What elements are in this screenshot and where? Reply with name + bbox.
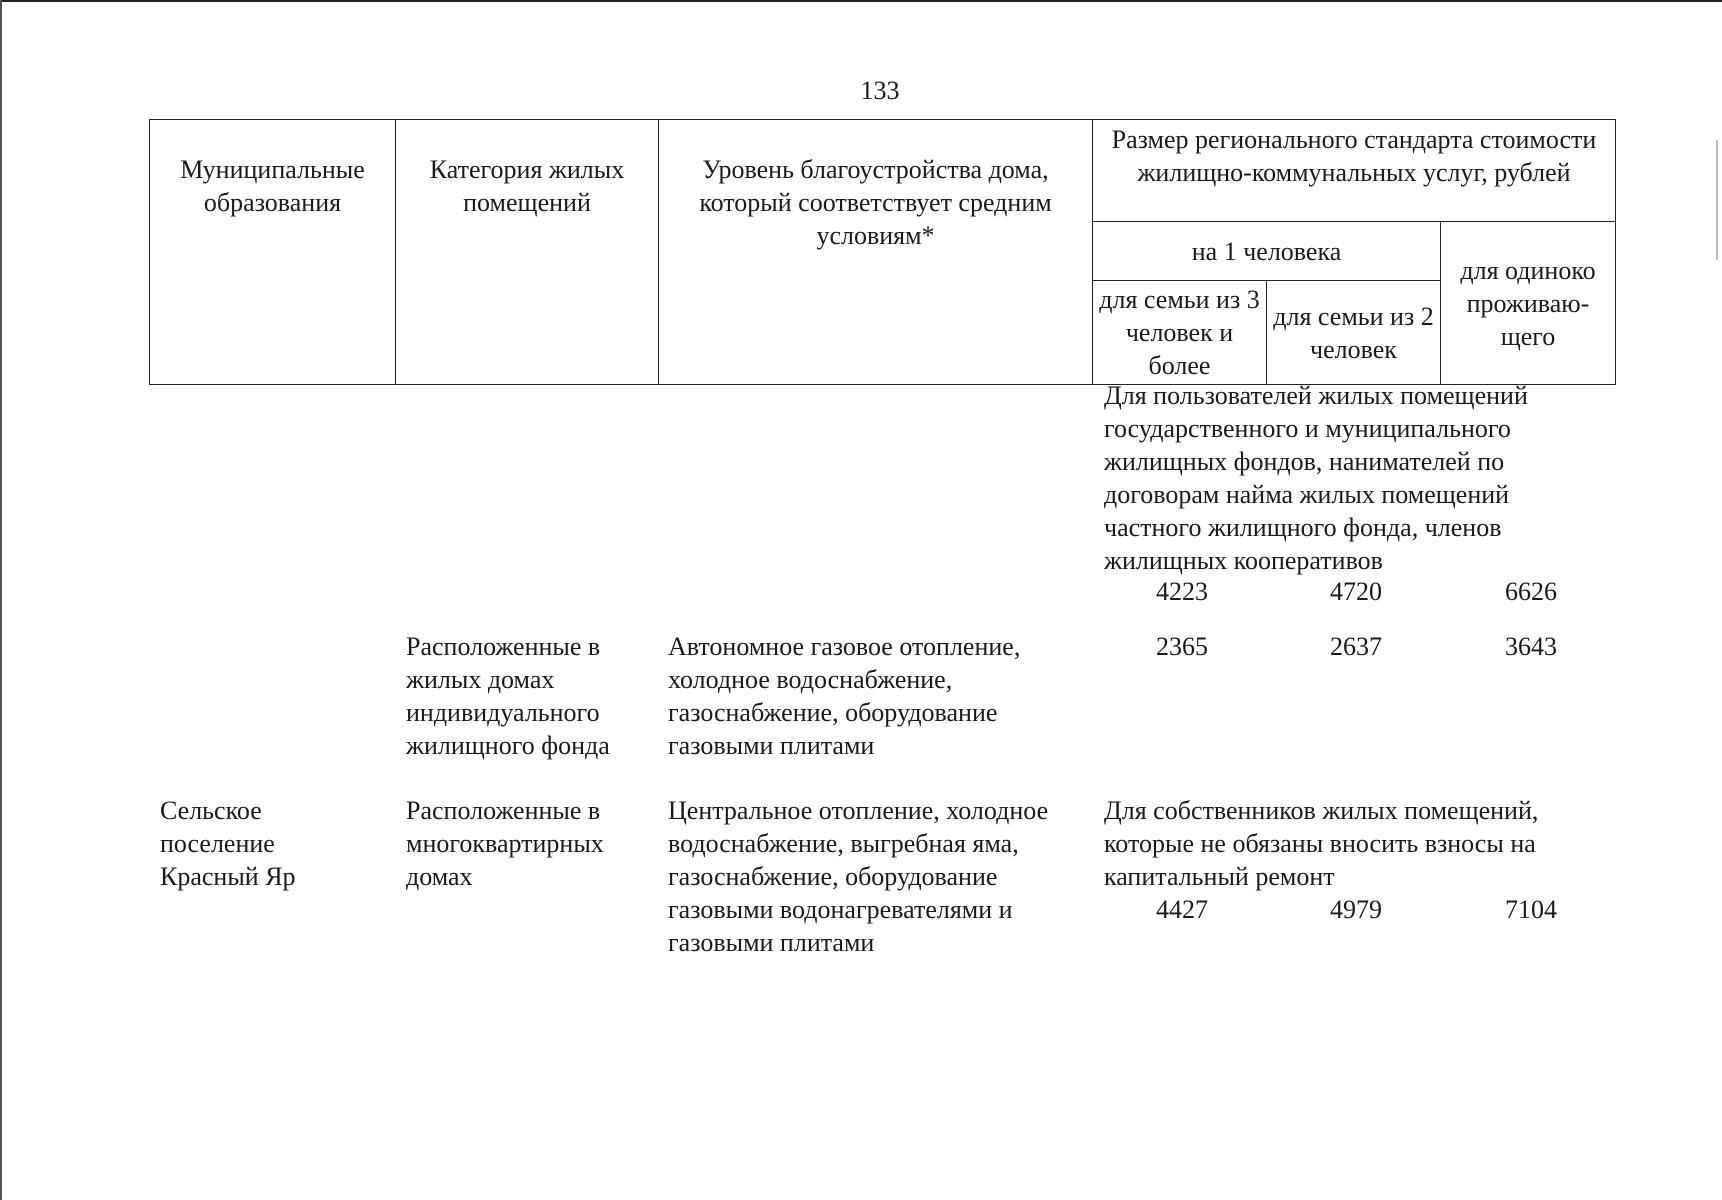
users-value-single: 6626 xyxy=(1505,577,1557,606)
header-single: для одиноко проживаю-щего xyxy=(1441,222,1616,385)
krasny-yar-category: Расположенные в многоквартирных домах xyxy=(406,796,604,891)
users-value-family-2: 4720 xyxy=(1330,577,1382,606)
header-family-2: для семьи из 2 человек xyxy=(1267,281,1441,385)
header-category: Категория жилых помещений xyxy=(396,120,659,385)
individual-value-family-3plus: 2365 xyxy=(1156,632,1208,661)
krasny-yar-value-family-2: 4979 xyxy=(1330,895,1382,924)
header-municipality: Муниципальные образования xyxy=(150,120,396,385)
scan-right-mark xyxy=(1716,140,1718,260)
owners-section-label: Для собственников жилых помещений, которые не обязаны вносить взносы на капитальный ремонт xyxy=(1104,796,1539,891)
krasny-yar-comfort: Центральное отопление, холодное водоснабжение, выгребная яма, газоснабжение, оборудование газовыми водонагревателями и газовыми плитами xyxy=(668,796,1049,957)
table-header xyxy=(149,119,1616,385)
scan-top-edge xyxy=(0,0,1722,2)
header-standard-size: Размер регионального стандарта стоимости жилищно-коммунальных услуг, рублей xyxy=(1093,120,1616,222)
header-comfort-level: Уровень благоустройства дома, который соответствует средним условиям* xyxy=(659,120,1093,385)
page-number: 133 xyxy=(860,76,900,105)
scan-left-edge xyxy=(0,0,2,1200)
users-section-label: Для пользователей жилых помещений государственного и муниципального жилищных фондов, нанимателей по договорам найма жилых помещений частного жилищного фонда, членов жилищных кооперативов xyxy=(1104,381,1528,575)
header-per-person: на 1 человека xyxy=(1093,222,1441,281)
krasny-yar-value-family-3plus: 4427 xyxy=(1156,895,1208,924)
header-family-3plus: для семьи из 3 человек и более xyxy=(1093,281,1267,385)
individual-value-single: 3643 xyxy=(1505,632,1557,661)
krasny-yar-value-single: 7104 xyxy=(1505,895,1557,924)
individual-value-family-2: 2637 xyxy=(1330,632,1382,661)
users-value-family-3plus: 4223 xyxy=(1156,577,1208,606)
krasny-yar-municipality: Сельское поселение Красный Яр xyxy=(160,796,296,891)
individual-comfort: Автономное газовое отопление, холодное водоснабжение, газоснабжение, оборудование газовыми плитами xyxy=(668,632,1021,760)
individual-category: Расположенные в жилых домах индивидуального жилищного фонда xyxy=(406,632,610,760)
